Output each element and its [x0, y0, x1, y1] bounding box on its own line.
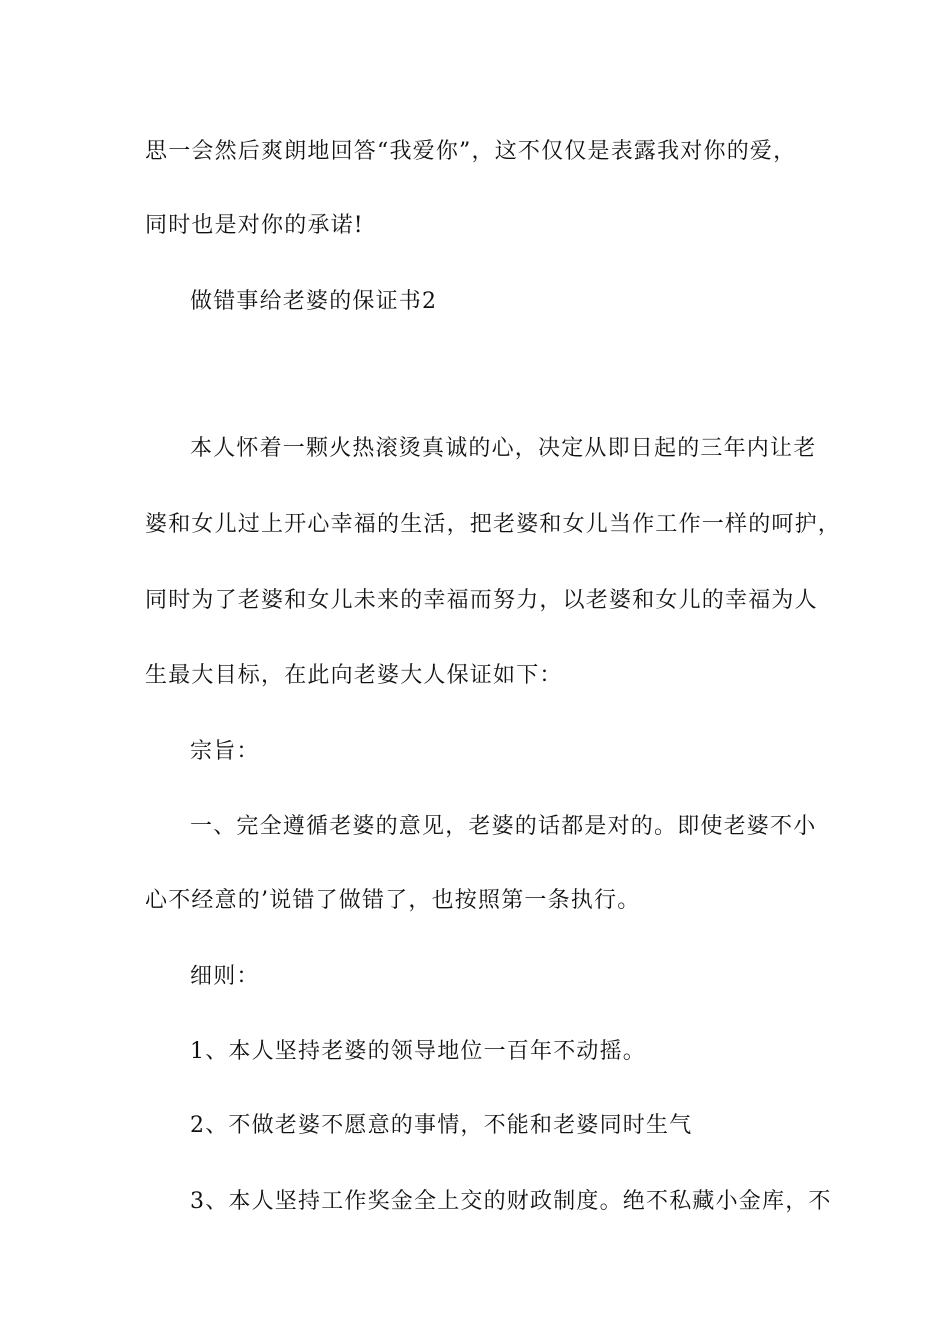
paragraph-line: 同时为了老婆和女儿未来的幸福而努力，以老婆和女儿的幸福为人	[145, 588, 818, 613]
subheading-rules: 细则：	[190, 964, 260, 989]
list-item: 3、本人坚持工作奖金全上交的财政制度。绝不私藏小金库，不	[190, 1189, 832, 1214]
paragraph-line: 同时也是对你的承诺!	[145, 213, 364, 238]
subheading-purpose: 宗旨：	[190, 739, 260, 764]
paragraph-line: 一、完全遵循老婆的意见，老婆的话都是对的。即使老婆不小	[190, 814, 817, 839]
list-item: 2、不做老婆不愿意的事情，不能和老婆同时生气	[190, 1113, 693, 1138]
paragraph-line: 本人怀着一颗火热滚烫真诚的心，决定从即日起的三年内让老	[190, 436, 817, 461]
list-item: 1、本人坚持老婆的领导地位一百年不动摇。	[190, 1039, 646, 1064]
section-title: 做错事给老婆的保证书2	[190, 289, 438, 314]
paragraph-line: 生最大目标，在此向老婆大人保证如下：	[145, 663, 563, 688]
paragraph-line: 心不经意的’说错了做错了，也按照第一条执行。	[145, 888, 641, 913]
paragraph-line: 思一会然后爽朗地回答“我爱你”，这不仅仅是表露我对你的爱，	[145, 139, 797, 164]
paragraph-line: 婆和女儿过上开心幸福的生活，把老婆和女儿当作工作一样的呵护，	[145, 512, 842, 537]
